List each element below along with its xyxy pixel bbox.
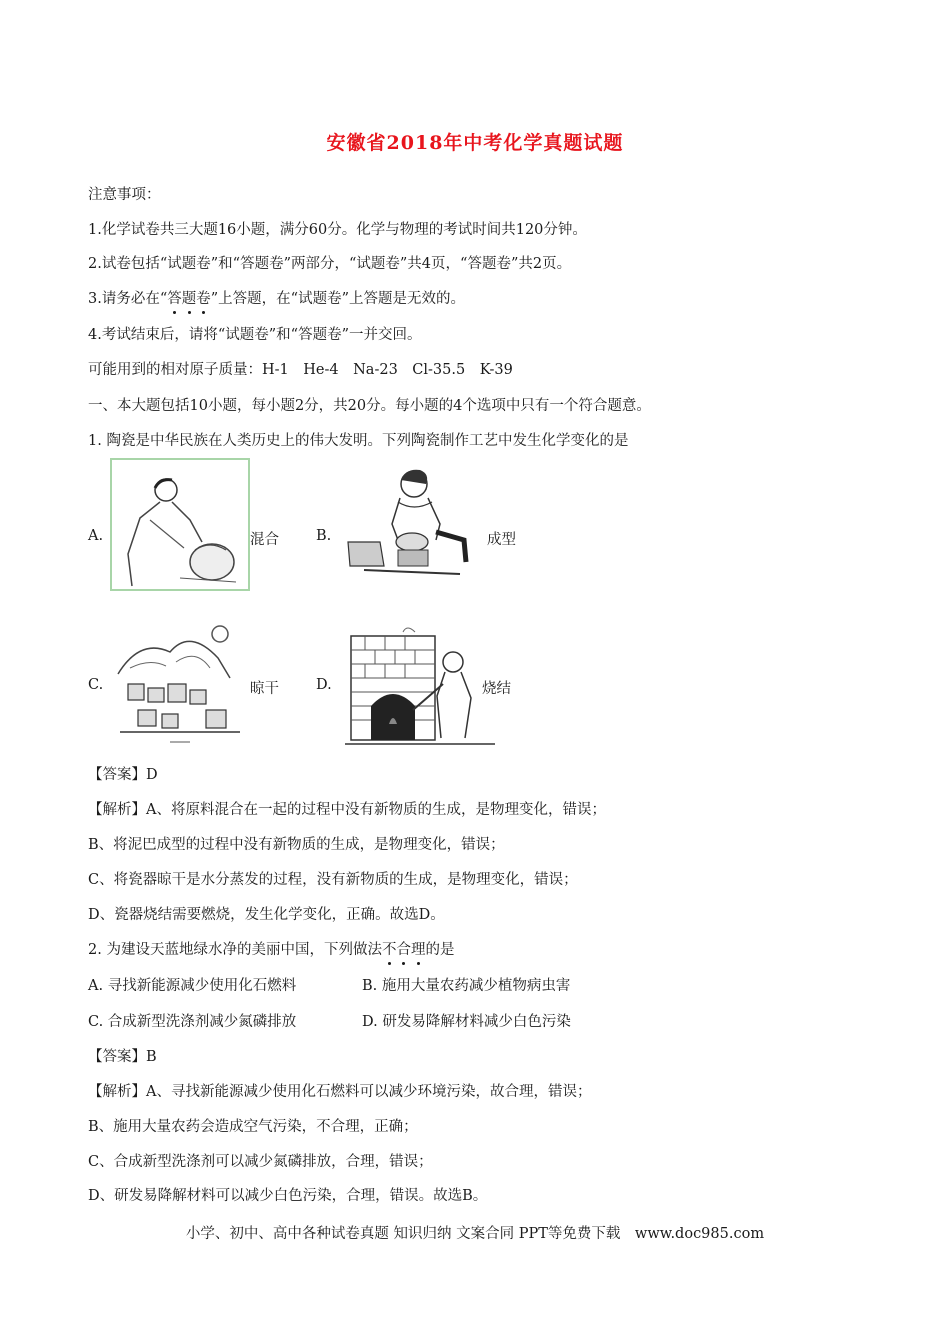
q2-stem-before: 2. 为建设天蓝地绿水净的美丽中国，下列做法 (88, 942, 382, 958)
q1-option-c-letter: C. (88, 677, 104, 693)
emphasis-character: 理 (411, 938, 426, 959)
q2-analysis-1: 【解析】A、寻找新能源减少使用化石燃料可以减少环境污染，故合理，错误； (88, 1084, 592, 1100)
q1-analysis-1: 【解析】A、将原料混合在一起的过程中没有新物质的生成，是物理变化，错误； (88, 802, 606, 818)
notice-3-emphasis (167, 291, 211, 307)
kiln-firing-illustration (345, 626, 495, 748)
q1-option-a-letter: A. (88, 528, 104, 544)
page-footer: 小学、初中、高中各种试卷真题 知识归纳 文案合同 PPT等免费下载 www.doc985.com (185, 1226, 765, 1242)
notice-3-after: ”上答题，在“试题卷”上答题是无效的。 (210, 291, 465, 307)
q2-analysis-4: D、研发易降解材料可以减少白色污染，合理，错误。故选B。 (88, 1188, 488, 1204)
q1-analysis-3: C、将瓷器晾干是水分蒸发的过程，没有新物质的生成，是物理变化，错误； (88, 872, 578, 888)
page-title: 安徽省2018年中考化学真题试题 (326, 132, 624, 154)
q1-option-c-label: 晾干 (250, 681, 279, 697)
notice-3 (88, 287, 465, 308)
q2-option-b: B. 施用大量农药减少植物病虫害 (362, 978, 571, 994)
notice-heading: 注意事项： (88, 187, 161, 203)
q1-stem: 1. 陶瓷是中华民族在人类历史上的伟大发明。下列陶瓷制作工艺中发生化学变化的是 (88, 433, 629, 449)
emphasis-character: 答 (167, 287, 182, 308)
q2-option-c: C. 合成新型洗涤剂减少氮磷排放 (88, 1014, 297, 1030)
q2-analysis-2: B、施用大量农药会造成空气污染，不合理，正确； (88, 1119, 418, 1135)
q1-analysis-2: B、将泥巴成型的过程中没有新物质的生成，是物理变化，错误； (88, 837, 505, 853)
q1-answer: 【答案】D (88, 767, 158, 783)
section-one-heading: 一、本大题包括10小题，每小题2分，共20分。每小题的4个选项中只有一个符合题意。 (88, 398, 651, 414)
q2-stem-emphasis (382, 942, 426, 958)
q1-analysis-4: D、瓷器烧结需要燃烧，发生化学变化，正确。故选D。 (88, 907, 445, 923)
emphasis-character: 合 (396, 938, 411, 959)
q2-option-d: D. 研发易降解材料减少白色污染 (362, 1014, 571, 1030)
drying-pots-illustration (110, 618, 250, 746)
q1-option-d-letter: D. (316, 677, 332, 693)
q1-option-d-label: 烧结 (482, 681, 511, 697)
atomic-masses: 可能用到的相对原子质量：H-1 He-4 Na-23 Cl-35.5 K-39 (88, 362, 513, 378)
q1-option-a-label: 混合 (250, 532, 279, 548)
notice-4: 4.考试结束后，请将“试题卷”和“答题卷”一并交回。 (88, 327, 422, 343)
q2-analysis-3: C、合成新型洗涤剂可以减少氮磷排放，合理，错误； (88, 1154, 433, 1170)
q2-answer: 【答案】B (88, 1049, 157, 1065)
q1-option-b-label: 成型 (487, 532, 516, 548)
emphasis-character: 卷 (196, 287, 211, 308)
q2-stem (88, 938, 454, 959)
notice-3-before: 3.请务必在“ (88, 291, 168, 307)
notice-2: 2.试卷包括“试题卷”和“答题卷”两部分，“试题卷”共4页，“答题卷”共2页。 (88, 256, 572, 272)
q2-option-a: A. 寻找新能源减少使用化石燃料 (88, 978, 297, 994)
notice-1: 1.化学试卷共三大题16小题，满分60分。化学与物理的考试时间共120分钟。 (88, 222, 587, 238)
emphasis-character: 不 (382, 938, 397, 959)
pottery-wheel-illustration (340, 462, 475, 582)
q2-stem-after: 的是 (425, 942, 455, 958)
mixing-clay-illustration (110, 458, 250, 591)
emphasis-character: 题 (182, 287, 197, 308)
q1-option-b-letter: B. (316, 528, 332, 544)
